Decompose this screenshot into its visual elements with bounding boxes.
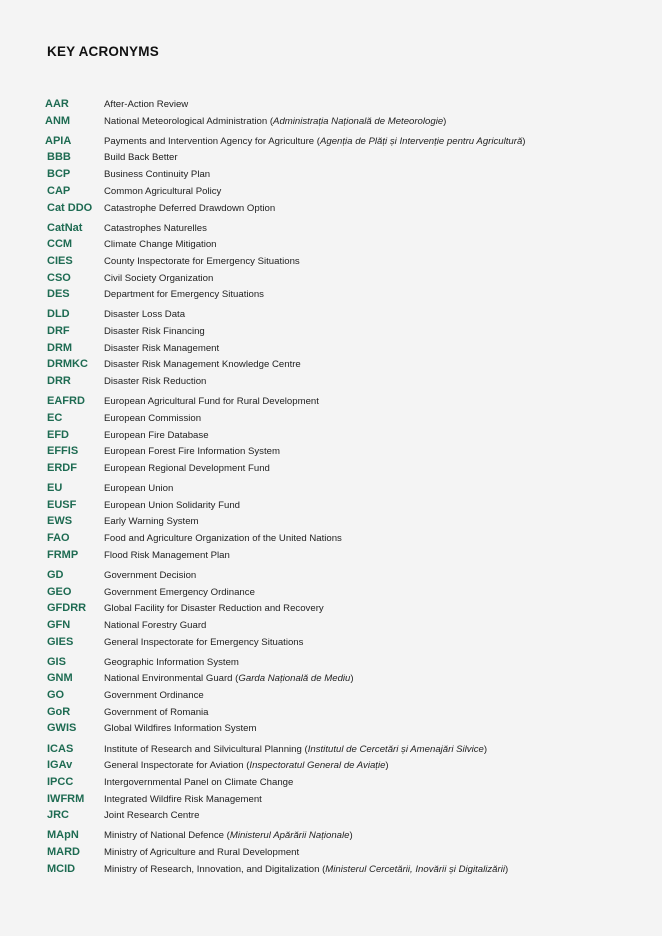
acronym-term: MCID [47, 862, 76, 875]
acronym-definition [104, 152, 178, 163]
acronym-definition [104, 707, 209, 718]
definition-text: Government Ordinance [104, 690, 204, 702]
definition-text: European Fire Database [104, 429, 209, 441]
acronym-row [0, 809, 662, 826]
acronym-row [0, 672, 662, 689]
definition-text: National Meteorological Administration ( [104, 115, 274, 127]
acronym-term: CCM [47, 238, 73, 251]
definition-text: National Environmental Guard ( [104, 673, 239, 685]
definition-text: European Agricultural Fund for Rural Development [104, 396, 319, 408]
acronym-definition [104, 587, 255, 598]
acronym-row [0, 482, 662, 499]
acronym-row [0, 98, 662, 115]
acronym-definition [104, 673, 354, 684]
definition-text: Integrated Wildfire Risk Management [104, 793, 262, 805]
acronym-term: GIS [47, 655, 66, 668]
definition-text: Ministry of Research, Innovation, and Digitalization ( [104, 863, 326, 875]
acronym-definition [104, 203, 275, 214]
definition-text: Catastrophes Naturelles [104, 222, 207, 234]
definition-text: Climate Change Mitigation [104, 239, 217, 251]
acronym-term: GNM [47, 672, 73, 685]
acronym-term: IPCC [47, 775, 74, 788]
acronym-row [0, 429, 662, 446]
acronym-definition [104, 446, 280, 457]
definition-original-name: Garda Națională de Mediu [238, 673, 351, 685]
acronym-definition [104, 376, 206, 387]
acronym-definition [104, 516, 199, 527]
acronym-row [0, 776, 662, 793]
acronym-row [0, 412, 662, 429]
acronym-term: CIES [47, 254, 73, 267]
acronym-term: GD [47, 568, 64, 581]
acronym-definition [104, 810, 199, 821]
definition-text: After-Action Review [104, 99, 189, 110]
acronym-term: EC [47, 411, 63, 424]
acronym-term: ICAS [47, 742, 74, 755]
definition-text: Joint Research Centre [104, 810, 200, 822]
definition-text: County Inspectorate for Emergency Situations [104, 255, 300, 267]
acronym-definition [104, 343, 219, 354]
acronym-definition [104, 690, 204, 701]
acronym-term: GIES [47, 635, 74, 648]
acronym-row [0, 272, 662, 289]
acronym-term: CatNat [47, 221, 83, 234]
definition-original-name: Ministerul Cercetării, Inovării și Digitalizării [325, 863, 505, 875]
acronym-row [0, 586, 662, 603]
acronym-definition [104, 223, 207, 234]
acronym-term: AAR [45, 98, 69, 110]
acronym-definition [104, 396, 319, 407]
acronym-definition [104, 794, 262, 805]
acronym-row [0, 619, 662, 636]
definition-text: Business Continuity Plan [104, 169, 211, 181]
acronym-term: ANM [45, 114, 71, 127]
definition-text: Global Facility for Disaster Reduction and Recovery [104, 603, 324, 615]
definition-text: Flood Risk Management Plan [104, 549, 230, 561]
acronym-definition [104, 847, 299, 858]
acronym-row [0, 656, 662, 673]
acronym-row [0, 863, 662, 880]
acronym-definition [104, 413, 201, 424]
acronym-row [0, 222, 662, 239]
definition-text: Civil Society Organization [104, 272, 214, 284]
acronym-term: ERDF [47, 462, 77, 474]
acronym-row [0, 308, 662, 325]
definition-text: Ministry of Agriculture and Rural Development [104, 847, 300, 859]
definition-text: General Inspectorate for Emergency Situations [104, 636, 304, 648]
acronym-row [0, 722, 662, 739]
acronym-row [0, 115, 662, 132]
definition-text: Ministry of National Defence ( [104, 830, 230, 842]
acronym-term: DRF [47, 325, 70, 338]
acronym-row [0, 358, 662, 375]
acronym-definition [104, 657, 239, 668]
acronym-definition [104, 430, 209, 441]
acronym-definition [104, 603, 324, 614]
acronym-term: EUSF [47, 498, 77, 511]
definition-text: European Regional Development Fund [104, 463, 270, 474]
acronym-term: GEO [47, 585, 72, 598]
acronym-row [0, 395, 662, 412]
acronym-row [0, 238, 662, 255]
acronym-definition [104, 326, 205, 337]
acronym-term: DLD [47, 308, 70, 321]
acronym-definition [104, 760, 389, 771]
acronym-term: FRMP [47, 548, 79, 561]
definition-closing: ) [349, 830, 353, 842]
definition-original-name: Agenția de Plăți și Intervenție pentru Agricultură [319, 135, 523, 147]
acronym-row [0, 706, 662, 723]
definition-text: Disaster Risk Reduction [104, 376, 207, 388]
acronym-definition [104, 256, 300, 267]
acronym-definition [104, 830, 353, 841]
definition-original-name: Institutul de Cercetări și Amenajări Silvice [307, 743, 484, 755]
definition-text: European Union Solidarity Fund [104, 499, 240, 511]
definition-closing: ) [350, 673, 354, 685]
definition-text: Disaster Risk Management Knowledge Centre [104, 359, 301, 371]
acronym-row [0, 499, 662, 516]
acronym-definition [104, 483, 173, 494]
definition-original-name: Administrația Națională de Meteorologie [273, 115, 444, 127]
acronym-row [0, 636, 662, 653]
acronym-definition [104, 864, 508, 875]
acronym-term: DRMKC [47, 358, 88, 371]
definition-text: Food and Agriculture Organization of the United Nations [104, 533, 342, 545]
acronym-row [0, 569, 662, 586]
acronym-term: FAO [47, 532, 70, 545]
acronym-definition [104, 186, 221, 197]
acronym-row [0, 689, 662, 706]
acronym-row [0, 462, 662, 479]
acronym-definition [104, 359, 301, 370]
acronym-definition [104, 136, 525, 147]
acronym-definition [104, 777, 293, 788]
acronym-row [0, 342, 662, 359]
acronym-term: EAFRD [47, 395, 85, 408]
acronym-term: GWIS [47, 722, 77, 735]
acronym-definition [104, 116, 446, 127]
acronym-definition [104, 289, 264, 300]
acronym-row [0, 325, 662, 342]
acronym-row [0, 759, 662, 776]
definition-original-name: Inspectoratul General de Aviație [249, 760, 386, 772]
acronym-definition [104, 463, 270, 474]
acronym-term: JRC [47, 809, 70, 822]
definition-text: General Inspectorate for Aviation ( [104, 760, 250, 772]
definition-text: Early Warning System [104, 516, 199, 528]
definition-text: Institute of Research and Silvicultural Planning ( [104, 743, 308, 755]
acronym-term: GoR [47, 705, 71, 718]
definition-closing: ) [522, 135, 526, 147]
acronym-row [0, 135, 662, 152]
acronym-definition [104, 533, 342, 544]
definition-text: Government Emergency Ordinance [104, 586, 255, 598]
definition-text: Common Agricultural Policy [104, 185, 222, 197]
acronym-row [0, 829, 662, 846]
acronym-term: DRR [47, 375, 71, 388]
definition-closing: ) [483, 743, 488, 755]
acronym-term: MARD [47, 846, 80, 859]
acronym-row [0, 202, 662, 219]
definition-text: Geographic Information System [104, 656, 239, 668]
acronym-definition [104, 273, 213, 284]
definition-text: Government of Romania [104, 706, 209, 718]
acronym-row [0, 743, 662, 760]
acronym-term: DRM [47, 341, 73, 354]
acronym-term: GFDRR [47, 602, 87, 615]
acronym-term: MApN [47, 829, 79, 842]
definition-text: European Union [104, 483, 174, 495]
definition-text: Build Back Better [104, 152, 178, 164]
definition-text: National Forestry Guard [104, 619, 207, 631]
acronym-term: BBB [47, 151, 71, 164]
acronym-term: IWFRM [47, 792, 85, 805]
acronym-definition [104, 723, 256, 734]
acronym-definition [104, 169, 210, 180]
acronym-term: EFFIS [47, 445, 79, 458]
acronym-term: GO [47, 689, 65, 702]
acronym-term: DES [47, 288, 70, 301]
acronym-definition [104, 99, 188, 110]
acronym-list [0, 98, 662, 879]
acronym-term: IGAv [47, 759, 73, 772]
acronym-definition [104, 309, 185, 320]
acronym-definition [104, 550, 230, 561]
acronym-row [0, 532, 662, 549]
acronym-row [0, 255, 662, 272]
acronym-row [0, 602, 662, 619]
acronym-row [0, 288, 662, 305]
acronym-row [0, 375, 662, 392]
acronym-row [0, 151, 662, 168]
definition-text: Catastrophe Deferred Drawdown Option [104, 202, 276, 214]
acronym-term: APIA [45, 134, 72, 147]
acronym-term: CAP [47, 184, 71, 197]
acronym-row [0, 168, 662, 185]
definition-text: Disaster Loss Data [104, 309, 186, 321]
acronym-definition [104, 744, 487, 755]
definition-closing: ) [504, 863, 509, 875]
acronym-definition [104, 570, 196, 581]
definition-closing: ) [443, 115, 447, 127]
acronym-definition [104, 500, 240, 511]
acronym-term: BCP [47, 168, 71, 181]
acronym-term: CSO [47, 271, 71, 284]
acronym-term: EU [47, 482, 63, 495]
acronym-term: EWS [47, 515, 73, 528]
acronym-row [0, 793, 662, 810]
acronym-row [0, 846, 662, 863]
acronym-term: GFN [47, 618, 71, 631]
definition-text: Disaster Risk Financing [104, 326, 205, 338]
acronym-definition [104, 637, 303, 648]
definition-text: Intergovernmental Panel on Climate Change [104, 776, 294, 788]
definition-text: Government Decision [104, 569, 197, 581]
definition-text: Global Wildfires Information System [104, 723, 257, 735]
definition-text: European Forest Fire Information System [104, 446, 280, 458]
definition-text: Payments and Intervention Agency for Agriculture ( [104, 135, 320, 147]
page-title: KEY ACRONYMS [47, 44, 159, 59]
acronym-row [0, 445, 662, 462]
acronym-row [0, 549, 662, 566]
definition-text: Disaster Risk Management [104, 342, 220, 354]
acronym-row [0, 185, 662, 202]
acronym-term: EFD [47, 428, 69, 441]
acronym-row [0, 515, 662, 532]
definition-text: European Commission [104, 412, 202, 424]
acronym-definition [104, 239, 217, 250]
definition-text: Department for Emergency Situations [104, 289, 264, 301]
definition-original-name: Ministerul Apărării Naționale [229, 830, 350, 842]
acronym-term: Cat DDO [47, 201, 93, 214]
acronym-definition [104, 620, 206, 631]
definition-closing: ) [385, 760, 389, 772]
